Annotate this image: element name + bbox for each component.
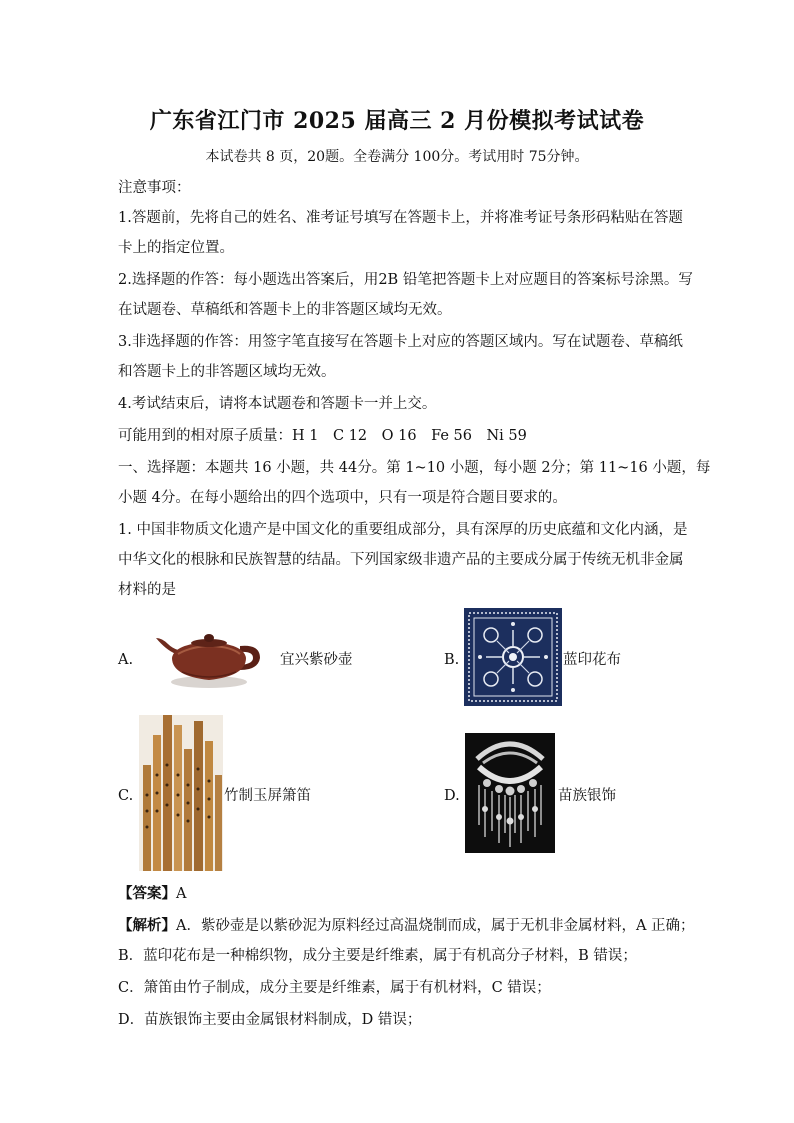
blue-print-cloth-image xyxy=(464,608,562,706)
notice-line: 1.答题前，先将自己的姓名、准考证号填写在答题卡上，并将准考证号条形码粘贴在答题 xyxy=(118,210,683,226)
analysis-tag: 【解析】 xyxy=(118,917,176,934)
notice-line: 卡上的指定位置。 xyxy=(118,240,234,256)
section-heading: 小题 4分。在每小题给出的四个选项中，只有一项是符合题目要求的。 xyxy=(118,490,567,506)
question-stem: 1. 中国非物质文化遗产是中国文化的重要组成部分，具有深厚的历史底蕴和文化内涵，是 xyxy=(118,522,688,538)
bamboo-flutes-image xyxy=(139,715,223,871)
option-a-letter: A. xyxy=(118,652,134,668)
option-c-label: 竹制玉屏箫笛 xyxy=(224,788,311,804)
option-c-letter: C. xyxy=(118,788,134,804)
option-b-label: 蓝印花布 xyxy=(563,652,621,668)
notice-line: 2.选择题的作答：每小题选出答案后，用2B 铅笔把答题卡上对应题目的答案标号涂黑。写 xyxy=(118,272,693,288)
option-b-letter: B. xyxy=(444,652,460,668)
page-title: 广东省江门市 2025 届高三 2 月份模拟考试试卷 xyxy=(149,108,645,134)
question-stem: 中华文化的根脉和民族智慧的结晶。下列国家级非遗产品的主要成分属于传统无机非金属 xyxy=(118,552,684,568)
answer-tag: 【答案】 xyxy=(118,885,176,902)
teapot-image xyxy=(152,624,266,690)
answer-line xyxy=(118,884,186,904)
answer-value: A xyxy=(176,886,187,902)
notice-heading: 注意事项： xyxy=(118,180,191,196)
analysis-line xyxy=(118,916,695,936)
notice-line: 在试题卷、草稿纸和答题卡上的非答题区域均无效。 xyxy=(118,302,452,318)
option-a-label: 宜兴紫砂壶 xyxy=(280,652,353,668)
option-d-letter: D. xyxy=(444,788,460,804)
silver-necklace-image xyxy=(465,733,555,853)
atomic-masses: 可能用到的相对原子质量：H 1 C 12 O 16 Fe 56 Ni 59 xyxy=(118,428,527,444)
notice-line: 和答题卡上的非答题区域均无效。 xyxy=(118,364,336,380)
option-d-label: 苗族银饰 xyxy=(558,788,616,804)
notice-line: 3.非选择题的作答：用签字笔直接写在答题卡上对应的答题区域内。写在试题卷、草稿纸 xyxy=(118,334,683,350)
analysis-line: C．箫笛由竹子制成，成分主要是纤维素，属于有机材料，C 错误； xyxy=(118,980,551,996)
analysis-line: B．蓝印花布是一种棉织物，成分主要是纤维素，属于有机高分子材料，B 错误； xyxy=(118,948,637,964)
section-heading: 一、选择题：本题共 16 小题，共 44分。第 1~10 小题，每小题 2分；第 11~16 小题，每 xyxy=(118,460,711,476)
question-stem: 材料的是 xyxy=(118,582,176,598)
notice-line: 4.考试结束后，请将本试题卷和答题卡一并上交。 xyxy=(118,396,437,412)
exam-info: 本试卷共 8 页，20题。全卷满分 100分。考试用时 75分钟。 xyxy=(205,149,589,165)
analysis-text: A．紫砂壶是以紫砂泥为原料经过高温烧制而成，属于无机非金属材料，A 正确； xyxy=(176,918,695,934)
analysis-line: D．苗族银饰主要由金属银材料制成，D 错误； xyxy=(118,1012,422,1028)
